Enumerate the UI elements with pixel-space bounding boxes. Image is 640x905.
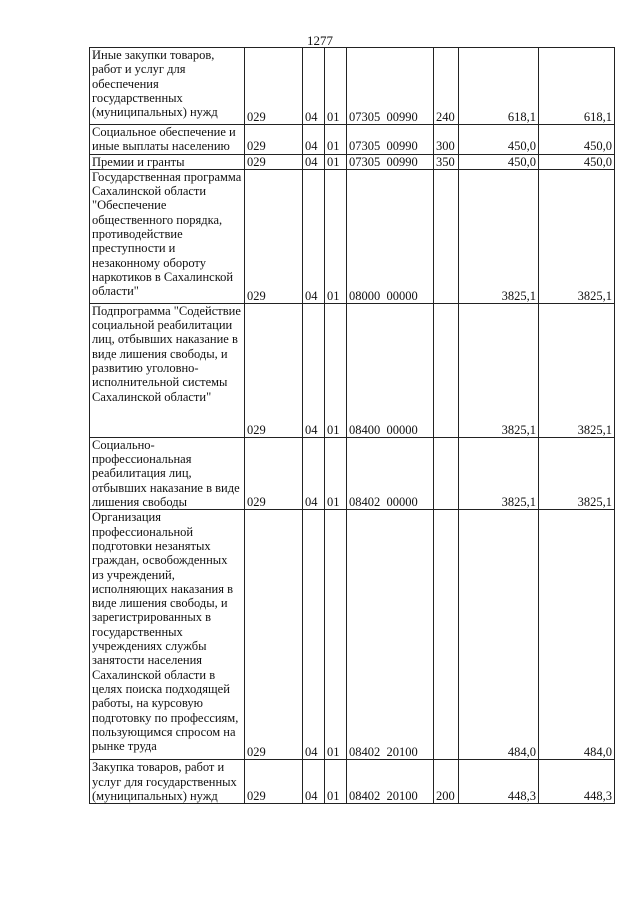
ministry-code: 029 xyxy=(245,169,303,303)
amount-2: 450,0 xyxy=(539,125,615,155)
subsection-code: 01 xyxy=(325,760,347,804)
ministry-code: 029 xyxy=(245,154,303,169)
amount-1: 450,0 xyxy=(459,125,539,155)
section-code: 04 xyxy=(303,169,325,303)
table-row xyxy=(90,154,615,169)
ministry-code: 029 xyxy=(245,760,303,804)
amount-1: 484,0 xyxy=(459,510,539,760)
amount-2: 450,0 xyxy=(539,154,615,169)
section-code: 04 xyxy=(303,154,325,169)
target-article-code: 08000 00000 xyxy=(347,169,434,303)
expense-type-code xyxy=(434,303,459,437)
row-name: Социально-профессиональная реабилитация лиц, отбывших наказание в виде лишения свободы xyxy=(90,437,245,509)
target-article-code: 08402 00000 xyxy=(347,437,434,509)
amount-2: 3825,1 xyxy=(539,303,615,437)
amount-1: 618,1 xyxy=(459,48,539,125)
subsection-code: 01 xyxy=(325,510,347,760)
ministry-code: 029 xyxy=(245,125,303,155)
subsection-code: 01 xyxy=(325,169,347,303)
row-name: Иные закупки товаров, работ и услуг для обеспечения государственных (муниципальных) нужд xyxy=(90,48,245,125)
amount-1: 448,3 xyxy=(459,760,539,804)
row-name: Подпрограмма "Содействие социальной реабилитации лиц, отбывших наказание в виде лишения свободы, и развитию уголовно-исполнительной системы Сахалинской области" xyxy=(90,303,245,437)
table-row xyxy=(90,437,615,509)
expense-type-code: 240 xyxy=(434,48,459,125)
amount-1: 3825,1 xyxy=(459,303,539,437)
amount-1: 3825,1 xyxy=(459,437,539,509)
target-article-code: 07305 00990 xyxy=(347,154,434,169)
section-code: 04 xyxy=(303,48,325,125)
ministry-code: 029 xyxy=(245,437,303,509)
table-row xyxy=(90,169,615,303)
row-name: Организация профессиональной подготовки незанятых граждан, освобожденных из учреждений, исполняющих наказания в виде лишения свободы, и зарегистрированных в государственных учреждениях службы занятости населения Сахалинской области в целях поиска подходящей работы, на курсовую подготовку по профессиям, пользующимся спросом на рынке труда xyxy=(90,510,245,760)
subsection-code: 01 xyxy=(325,303,347,437)
expense-type-code: 200 xyxy=(434,760,459,804)
amount-2: 618,1 xyxy=(539,48,615,125)
subsection-code: 01 xyxy=(325,125,347,155)
ministry-code: 029 xyxy=(245,48,303,125)
row-name: Государственная программа Сахалинской области "Обеспечение общественного порядка, противодействие преступности и незаконному обороту наркотиков в Сахалинской области" xyxy=(90,169,245,303)
amount-1: 3825,1 xyxy=(459,169,539,303)
amount-1: 450,0 xyxy=(459,154,539,169)
subsection-code: 01 xyxy=(325,154,347,169)
section-code: 04 xyxy=(303,510,325,760)
budget-table xyxy=(89,47,615,804)
row-name: Социальное обеспечение и иные выплаты населению xyxy=(90,125,245,155)
target-article-code: 08402 20100 xyxy=(347,760,434,804)
ministry-code: 029 xyxy=(245,303,303,437)
section-code: 04 xyxy=(303,125,325,155)
table-row xyxy=(90,510,615,760)
target-article-code: 08402 20100 xyxy=(347,510,434,760)
row-name: Закупка товаров, работ и услуг для государственных (муниципальных) нужд xyxy=(90,760,245,804)
table-row xyxy=(90,48,615,125)
expense-type-code xyxy=(434,437,459,509)
page-number: 1277 xyxy=(307,33,333,48)
section-code: 04 xyxy=(303,437,325,509)
amount-2: 448,3 xyxy=(539,760,615,804)
expense-type-code xyxy=(434,510,459,760)
amount-2: 484,0 xyxy=(539,510,615,760)
table-row xyxy=(90,303,615,437)
amount-2: 3825,1 xyxy=(539,437,615,509)
target-article-code: 07305 00990 xyxy=(347,48,434,125)
ministry-code: 029 xyxy=(245,510,303,760)
expense-type-code: 300 xyxy=(434,125,459,155)
expense-type-code: 350 xyxy=(434,154,459,169)
expense-type-code xyxy=(434,169,459,303)
amount-2: 3825,1 xyxy=(539,169,615,303)
table-row xyxy=(90,125,615,155)
table-row xyxy=(90,760,615,804)
section-code: 04 xyxy=(303,303,325,437)
row-name: Премии и гранты xyxy=(90,154,245,169)
subsection-code: 01 xyxy=(325,48,347,125)
subsection-code: 01 xyxy=(325,437,347,509)
target-article-code: 08400 00000 xyxy=(347,303,434,437)
target-article-code: 07305 00990 xyxy=(347,125,434,155)
section-code: 04 xyxy=(303,760,325,804)
